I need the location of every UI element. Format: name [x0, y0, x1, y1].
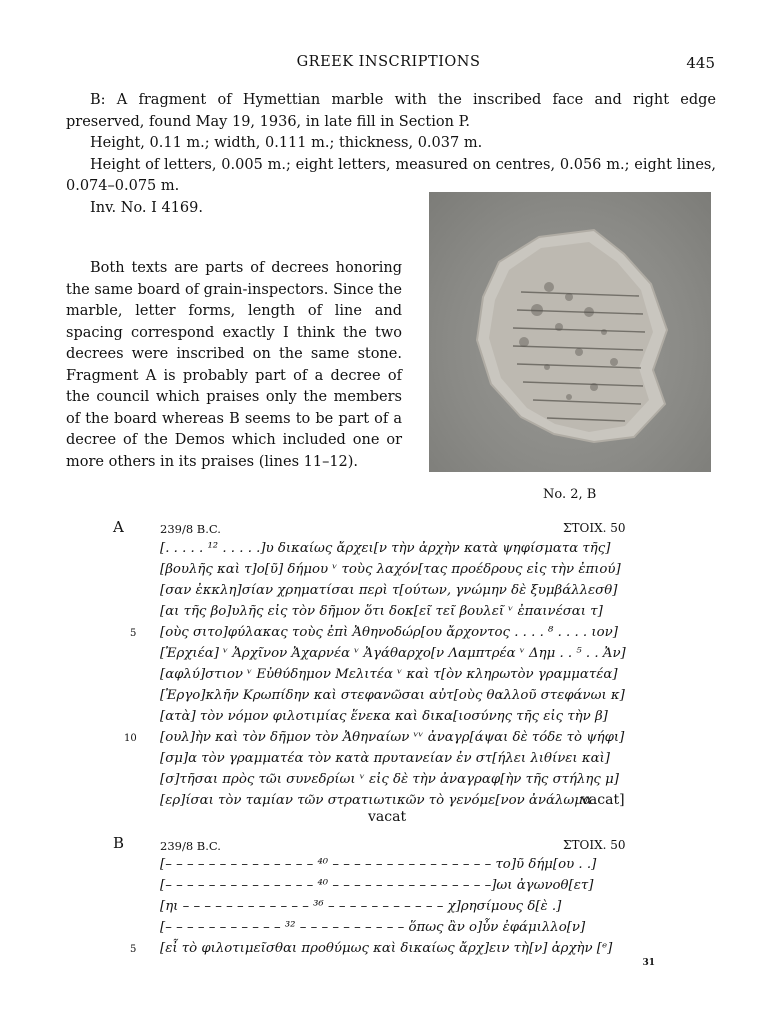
inscription-a-line: [Ἐργο]κλῆν Κρωπίδην καὶ στεφανῶσαι αὐτ[οὺς θαλλοῦ στεφάνωι κ] — [160, 688, 625, 703]
vacat-line: vacat — [368, 809, 407, 825]
page-number: 445 — [686, 54, 715, 72]
inscription-a-line: [Ἐρχιέα] ᵛ Ἀρχῖνον Ἀχαρνέα ᵛ Ἀγάθαρχο[ν Λαμπτρέα ᵛ Δημ . . ⁵ . . Ἀν] — [160, 646, 626, 661]
inscription-b-date: 239/8 B.C. — [160, 839, 221, 853]
discussion-text: Both texts are parts of decrees honoring the same board of grain-inspectors. Since the marble, letter forms, length of line and spacing correspond exactly I think the two decrees were inscribed on the same stone. Fragment A is probably part of a decree of the council which praises only the members of the board whereas B seems to be part of a decree of the Demos which included one or more others in its praises (lines 11–12). — [66, 260, 402, 470]
inscription-a-line: [σμ]α τὸν γραμματέα τὸν κατὰ πρυτανείαν ἐν στ[ήλει λιθίνει καὶ] — [160, 751, 610, 766]
discussion-paragraph — [66, 258, 402, 473]
inscription-b-line: [– – – – – – – – – – – – – – ⁴⁰ – – – – – – – – – – – – – – –]ωι ἀγωνοθ[ετ] — [160, 878, 594, 893]
running-head: GREEK INSCRIPTIONS — [296, 54, 481, 70]
inscription-b-line: [εἶ τὸ φιλοτιμεῖσθαι προθύμως καὶ δικαίως ἄρχ]ειν τὴ[ν] ἀρχὴν [ᵉ] — [160, 941, 613, 956]
inscription-a-line: [ερ]ίσαι τὸν ταμίαν τῶν στρατιωτικῶν τὸ γενόμε[νον ἀνάλωμα — [160, 793, 592, 808]
inscription-a-line: [. . . . . ¹² . . . . .]υ δικαίως ἄρχει[ν τὴν ἀρχὴν κατὰ ψηφίσματα τῆς] — [160, 541, 611, 556]
description-paragraph: Height of letters, 0.005 m.; eight letters, measured on centres, 0.056 m.; eight lines, 0.074–0.075 m. — [66, 156, 716, 194]
inscription-a-label: A — [113, 518, 124, 536]
inscription-b-label: B — [113, 834, 125, 852]
description-paragraph: Inv. No. I 4169. — [90, 199, 203, 216]
fragment-photo — [429, 192, 711, 472]
inscription-b-line: [– – – – – – – – – – – ³² – – – – – – – – – – ὅπως ἂν ο]ὖν ἐφάμιλλο[ν] — [160, 920, 586, 935]
inscription-a-stoichedon: ΣΤΟΙΧ. 50 — [563, 521, 626, 535]
photo-caption: No. 2, B — [543, 487, 597, 502]
vacat-inline: vacat] — [581, 792, 625, 808]
description-paragraph: B: A fragment of Hymettian marble with the inscribed face and right edge preserved, found May 19, 1936, in late fill in Section P. — [66, 92, 716, 130]
inscription-a-line: [αι τῆς βο]υλῆς εἰς τὸν δῆμον ὅτι δοκ[εῖ τεῖ βουλεῖ ᵛ ἐπαινέσαι τ] — [160, 604, 603, 619]
inscription-a-line: [αφλύ]στιον ᵛ Εὐθύδημον Μελιτέα ᵛ καὶ τ[ὸν κληρωτὸν γραμματέα] — [160, 667, 618, 682]
description-paragraph: Height, 0.11 m.; width, 0.111 m.; thickness, 0.037 m. — [90, 135, 483, 151]
inscription-a-line: [ατὰ] τὸν νόμον φιλοτιμίας ἕνεκα καὶ δικα[ιοσύνης τῆς εἰς τὴν β] — [160, 709, 608, 724]
signature-number: 31 — [642, 958, 655, 968]
inscription-b-stoichedon: ΣΤΟΙΧ. 50 — [563, 838, 626, 852]
inscription-a-line: [σ]τῆσαι πρὸς τῶι συνεδρίωι ᵛ εἰς δὲ τὴν ἀναγραφ[ὴν τῆς στήλης μ] — [160, 772, 619, 787]
inscription-a-line: [οὺς σιτο]φύλακας τοὺς ἐπὶ Ἀθηνοδώρ[ου ἄρχοντος . . . . ⁸ . . . . ιον] — [160, 625, 618, 640]
inscription-b-line: [– – – – – – – – – – – – – – ⁴⁰ – – – – – – – – – – – – – – – τo]ῦ δήμ[ου . .] — [160, 857, 597, 872]
line-number: 10 — [124, 733, 137, 744]
inscription-a-line: [σαν ἐκκλη]σίαν χρηματίσαι περὶ τ[ούτων, γνώμην δὲ ξυμβάλλεσθ] — [160, 583, 618, 598]
inscription-a-line: [ουλ]ὴν καὶ τὸν δῆμον τὸν Ἀθηναίων ᵛᵛ ἀναγρ[άψαι δὲ τόδε τὸ ψήφι] — [160, 730, 625, 745]
stone-fragment-image — [429, 192, 711, 472]
inscription-b-line: [ηι – – – – – – – – – – – – ³⁶ – – – – – – – – – – – χ]ρησίμους δ[ὲ .] — [160, 899, 562, 914]
inscription-a-line: [βουλῆς καὶ τ]ο[ῦ] δήμου ᵛ τοὺς λαχόν[τας προέδρους εἰς τὴν ἐπιού] — [160, 562, 621, 577]
line-number: 5 — [130, 628, 137, 639]
inscription-a-date: 239/8 B.C. — [160, 522, 221, 536]
line-number: 5 — [130, 944, 137, 955]
